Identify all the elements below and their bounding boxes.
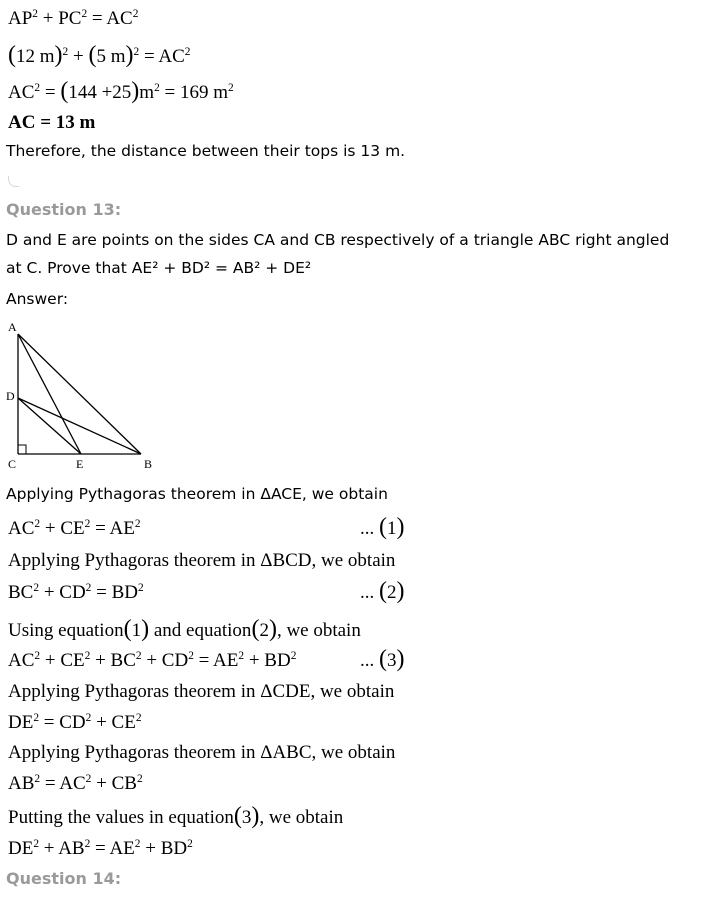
- solution-equation-2: $BC^2 + CD^2 = BD^2$: [8, 582, 144, 603]
- solution-step-3: Using equation(1) and equation(2), we obtain: [8, 616, 361, 642]
- question-13-heading: Question 13:: [6, 200, 122, 219]
- equation-ap-pc-ac: $AP^2 + PC^2 = AC^2$: [8, 8, 139, 29]
- equation-number-1: ... (1): [360, 514, 405, 540]
- equation-ac-squared: $AC^2 = (144 +25)m^2 = 169$ $m^2$: [8, 78, 234, 104]
- question-14-heading: Question 14:: [6, 869, 122, 888]
- label-d: D: [6, 389, 15, 403]
- solution-step-6: Putting the values in equation(3), we obtain: [8, 803, 344, 829]
- triangle-figure: [4, 318, 164, 473]
- solution-equation-5: $AB^2 = AC^2 + CB^2$: [8, 773, 143, 794]
- question-13-text-line2: at C. Prove that AE² + BD² = AB² + DE²: [6, 259, 312, 277]
- solution-step-2: Applying Pythagoras theorem in ΔBCD, we obtain: [8, 550, 396, 571]
- conclusion-text: Therefore, the distance between their tops is 13 m.: [6, 142, 406, 160]
- label-a: A: [8, 320, 17, 334]
- equation-number-3: ... (3): [360, 646, 405, 672]
- equation-number-2: ... (2): [360, 578, 405, 604]
- solution-equation-1: $AC^2 + CE^2 = AE^2$: [8, 518, 141, 539]
- equation-ac-13m: AC = 13 m: [8, 112, 96, 133]
- solution-intro: Applying Pythagoras theorem in ΔACE, we obtain: [6, 485, 388, 503]
- question-13-text-line1: D and E are points on the sides CA and CB respectively of a triangle ABC right angled: [6, 231, 670, 249]
- segment-db: [18, 398, 141, 454]
- segment-ae: [18, 334, 81, 454]
- solution-equation-4: $DE^2 = CD^2 + CE^2$: [8, 712, 142, 733]
- solution-equation-6: $DE^2 + AB^2 = AE^2 + BD^2$: [8, 838, 193, 859]
- side-ab: [18, 334, 141, 454]
- solution-step-5: Applying Pythagoras theorem in ΔABC, we obtain: [8, 742, 396, 763]
- label-c: C: [8, 457, 17, 471]
- decorative-mark: [8, 176, 19, 187]
- solution-equation-3: $AC^2 + CE^2 + BC^2 + CD^2 = AE^2 + BD^2$: [8, 650, 297, 671]
- label-e: E: [76, 457, 84, 471]
- solution-step-4: Applying Pythagoras theorem in ΔCDE, we obtain: [8, 681, 395, 702]
- label-b: B: [144, 457, 153, 471]
- segment-de: [18, 398, 81, 454]
- equation-12m-5m: (12 m)$^2$ + (5 $m)^2 = AC^2$: [8, 42, 191, 68]
- right-angle-marker: [18, 445, 26, 454]
- answer-label: Answer:: [6, 290, 69, 308]
